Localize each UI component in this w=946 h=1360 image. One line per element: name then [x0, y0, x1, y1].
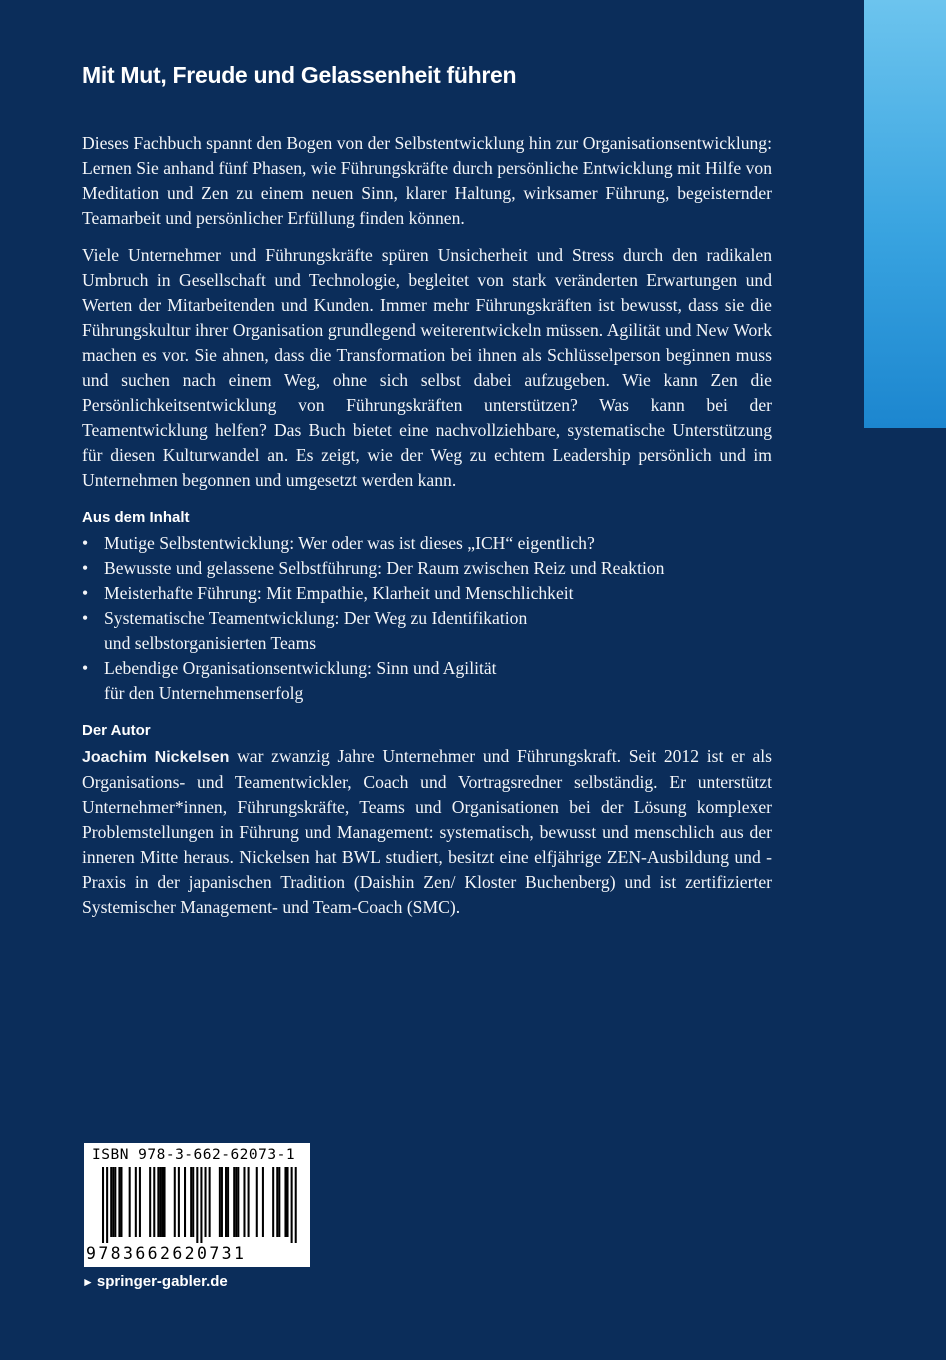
barcode-bar	[287, 1167, 289, 1237]
list-item-text: Systematische Teamentwicklung: Der Weg zu Identifikation	[104, 608, 528, 628]
barcode-bar	[157, 1167, 159, 1237]
bullet-icon: •	[82, 583, 89, 603]
barcode-bar	[192, 1167, 194, 1237]
contents-list	[82, 531, 772, 706]
list-item-text: Bewusste und gelassene Selbstführung: Der Raum zwischen Reiz und Reaktion	[104, 558, 665, 578]
author-name: Joachim Nickelsen	[82, 749, 230, 766]
barcode-bar	[164, 1167, 166, 1237]
bullet-icon: •	[82, 533, 89, 553]
publisher-website[interactable]	[82, 1273, 228, 1290]
barcode-bar	[276, 1167, 278, 1237]
bullet-icon: •	[82, 658, 89, 678]
barcode-bar	[248, 1167, 250, 1237]
ean-digits: 9783662620731	[86, 1244, 247, 1263]
list-item	[82, 531, 772, 556]
barcode-bar	[110, 1167, 112, 1237]
author-bio	[82, 744, 772, 920]
accent-stripe	[864, 0, 946, 428]
barcode-bar	[196, 1167, 198, 1243]
barcode-bar	[262, 1167, 264, 1237]
intro-paragraph: Dieses Fachbuch spannt den Bogen von der Selbstentwicklung hin zur Organisationsentwicklung: Lernen Sie anhand fünf Phasen, wie Führungskräfte durch persönliche Entwicklung mit Hilfe von Meditation und Zen zu einem neuen Sinn, klarer Haltung, wirksamer Führung, begeisternder Teamarbeit und persönlicher Erfüllung finden können.	[82, 133, 772, 228]
cover-heading: Mit Mut, Freude und Gelassenheit führen	[82, 62, 517, 88]
barcode-bar	[235, 1167, 237, 1237]
back-cover-content	[82, 62, 772, 932]
barcode-bar	[205, 1167, 207, 1237]
barcode-bar	[278, 1167, 280, 1237]
description-paragraph: Viele Unternehmer und Führungskräfte spüren Unsicherheit und Stress durch den radikalen Umbruch in Gesellschaft und Technologie, begleitet von stark veränderten Erwartungen und Werten der Mitarbeitenden und Kunden. Immer mehr Führungskräften ist bewusst, dass sie die Führungskultur ihrer Organisation grundlegend weiterentwickeln müssen. Agilität und New Work machen es vor. Sie ahnen, dass die Transformation bei ihnen als Schlüsselperson beginnen muss und suchen nach einem Weg, ohne sich selbst dabei aufzugeben. Wie kann Zen die Persönlichkeitsentwicklung von Führungskräften unterstützen? Was kann bei der Teamentwicklung helfen? Das Buch bietet eine nachvollziehbare, systematische Unterstützung für diesen Kulturwandel an. Es zeigt, wie der Weg zu echtem Leadership persönlich und im Unternehmen begonnen und umgesetzt werden kann.	[82, 245, 772, 490]
barcode-bar	[106, 1167, 108, 1243]
barcode-bar	[159, 1167, 161, 1237]
list-item-text-continued: und selbstorganisierten Teams	[104, 633, 317, 653]
barcode-bar	[129, 1167, 131, 1237]
barcode-bar	[184, 1167, 186, 1237]
barcode-bar	[225, 1167, 227, 1237]
bullet-icon: •	[82, 558, 89, 578]
list-item	[82, 656, 772, 706]
bullet-icon: •	[82, 608, 89, 628]
barcode-bar	[112, 1167, 114, 1237]
barcode-bar	[291, 1167, 293, 1243]
contents-heading: Aus dem Inhalt	[82, 509, 190, 526]
barcode-bar	[243, 1167, 245, 1237]
isbn-label: ISBN 978-3-662-62073-1	[92, 1147, 296, 1163]
barcode-bar	[284, 1167, 286, 1237]
list-item-text: Lebendige Organisationsentwicklung: Sinn und Agilität	[104, 658, 497, 678]
list-item	[82, 606, 772, 656]
arrow-right-icon: ►	[82, 1275, 94, 1289]
barcode-bar	[118, 1167, 120, 1237]
isbn-barcode	[84, 1143, 310, 1267]
barcode-bar	[219, 1167, 221, 1237]
list-item	[82, 556, 772, 581]
barcode-bars	[92, 1167, 302, 1243]
barcode-bar	[120, 1167, 122, 1237]
list-item-text: Mutige Selbstentwicklung: Wer oder was ist dieses „ICH“ eigentlich?	[104, 533, 595, 553]
barcode-bar	[135, 1167, 137, 1237]
barcode-bar	[139, 1167, 141, 1237]
author-bio-text: war zwanzig Jahre Unternehmer und Führungskraft. Seit 2012 ist er als Organisations- und Teamentwickler, Coach und Vortragsredner selbständig. Er unterstützt Unternehmer*innen, Führungskräfte, Teams und Organisationen bei der Lösung komplexer Problemstellungen in Führung und Management: systematisch, bewusst und menschlich aus der inneren Mitte heraus. Nickelsen hat BWL studiert, besitzt eine elfjährige ZEN-Ausbildung und -Praxis in der japanischen Tradition (Daishin Zen/ Kloster Buchenberg) und ist zertifizierter Systemischer Management- und Team-Coach (SMC).	[82, 746, 772, 917]
author-heading: Der Autor	[82, 722, 151, 739]
barcode-bar	[149, 1167, 151, 1237]
barcode-bar	[161, 1167, 163, 1237]
barcode-bar	[178, 1167, 180, 1237]
barcode-bar	[233, 1167, 235, 1237]
barcode-bar	[174, 1167, 176, 1237]
barcode-bar	[221, 1167, 223, 1237]
barcode-bar	[200, 1167, 202, 1243]
barcode-bar	[237, 1167, 239, 1237]
website-url: springer-gabler.de	[96, 1273, 228, 1290]
barcode-bar	[295, 1167, 297, 1243]
barcode-bar	[153, 1167, 155, 1237]
list-item-text: Meisterhafte Führung: Mit Empathie, Klarheit und Menschlichkeit	[104, 583, 574, 603]
barcode-bar	[227, 1167, 229, 1237]
barcode-bar	[256, 1167, 258, 1237]
barcode-bar	[102, 1167, 104, 1243]
list-item	[82, 581, 772, 606]
barcode-bar	[114, 1167, 116, 1237]
list-item-text-continued: für den Unternehmenserfolg	[104, 683, 304, 703]
barcode-bar	[272, 1167, 274, 1237]
barcode-bar	[209, 1167, 211, 1237]
barcode-bar	[190, 1167, 192, 1237]
